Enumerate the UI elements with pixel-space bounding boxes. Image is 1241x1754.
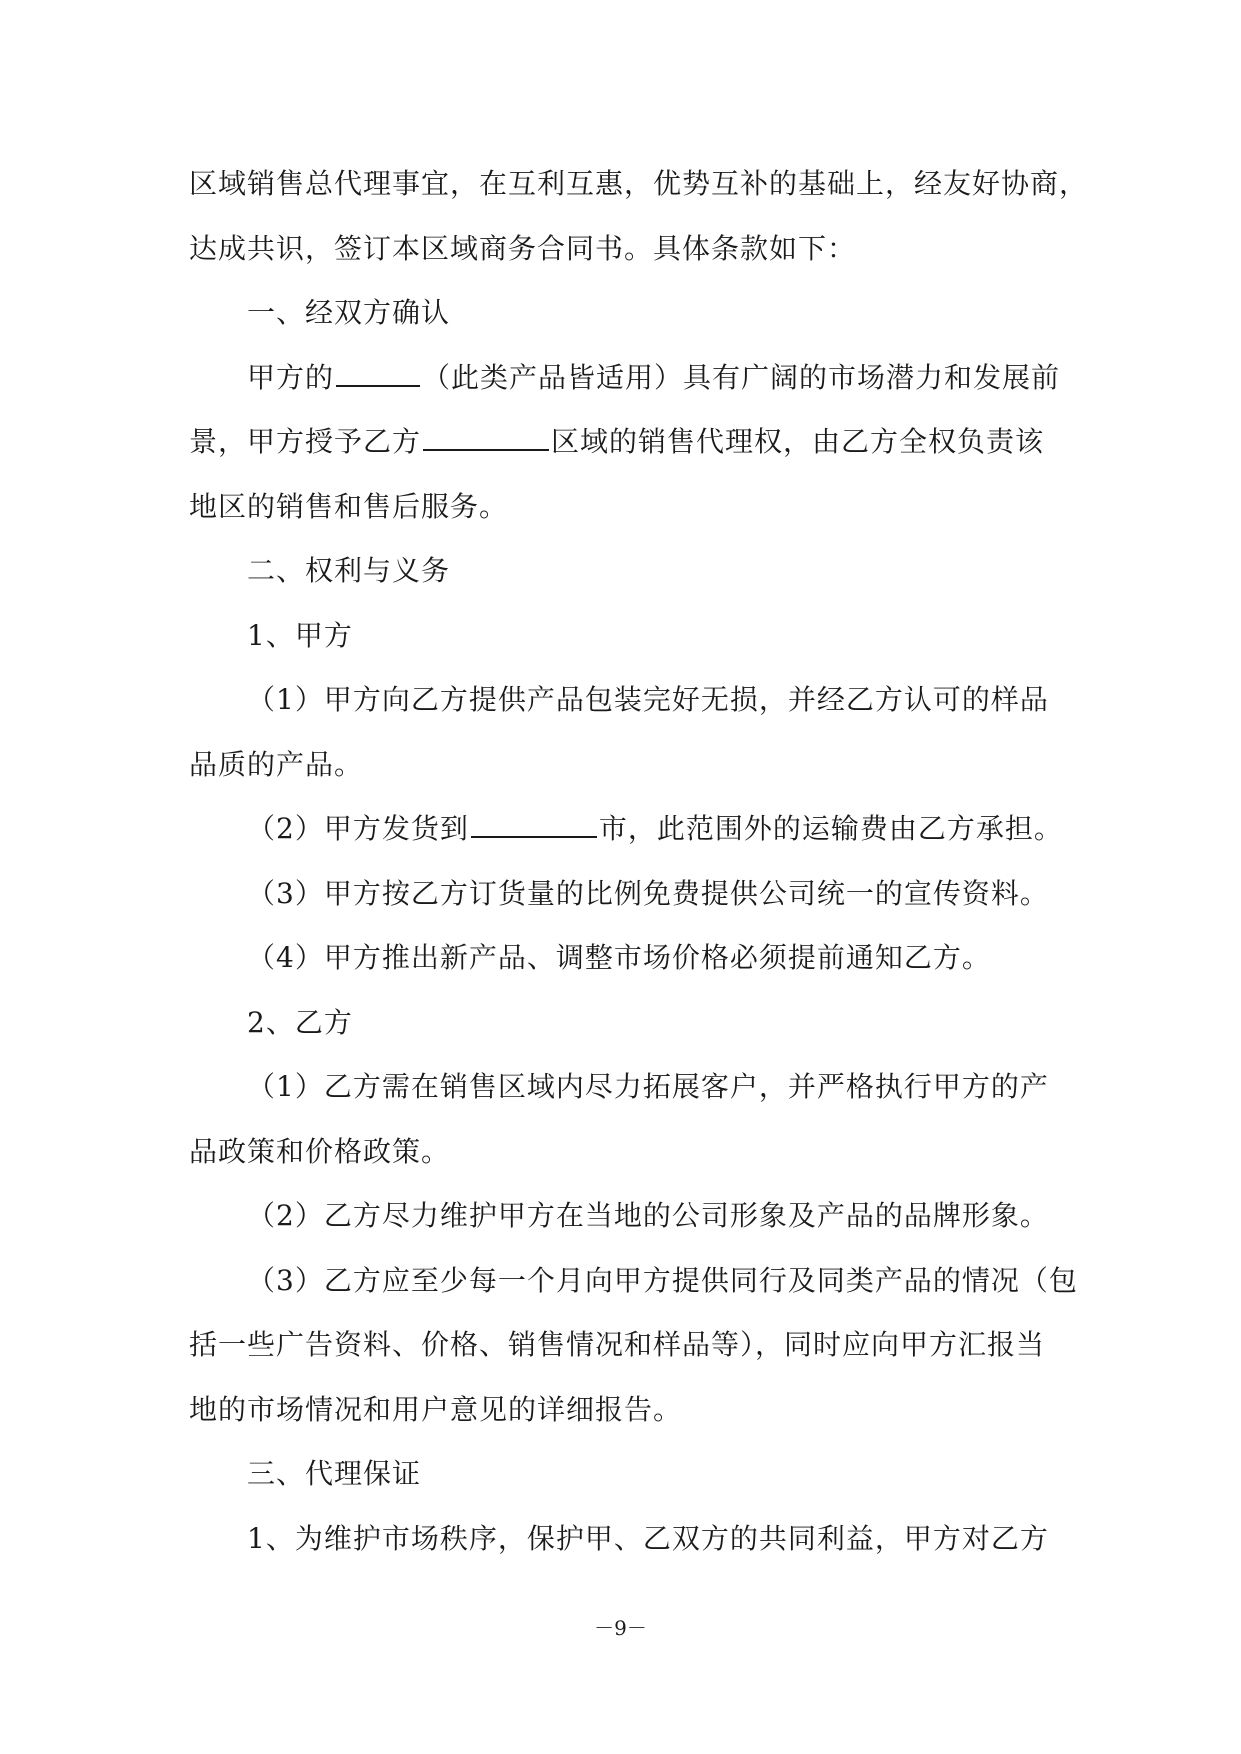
paragraph-line: [189, 862, 1069, 927]
line-text: 品政策和价格政策。: [189, 1134, 451, 1168]
line-text: 括一些广告资料、价格、销售情况和样品等），同时应向甲方汇报当: [189, 1328, 1046, 1361]
heading-text: 一、经双方确认: [247, 296, 451, 329]
line-text: （3）甲方按乙方订货量的比例免费提供公司统一的宣传资料。: [247, 876, 1049, 910]
section-heading: [189, 281, 1069, 346]
line-text: 地区的销售和售后服务。: [189, 489, 509, 523]
paragraph-line: [189, 1507, 1069, 1572]
paragraph-line: [189, 152, 1089, 217]
fill-in-blank: [423, 425, 549, 451]
line-text: 品质的产品。: [189, 747, 364, 781]
line-text: （1）乙方需在销售区域内尽力拓展客户，并严格执行甲方的产: [247, 1070, 1049, 1103]
line-text: 景，甲方授予乙方: [189, 425, 422, 458]
line-text: （4）甲方推出新产品、调整市场价格必须提前通知乙方。: [247, 941, 991, 974]
paragraph-line: [189, 217, 1069, 282]
paragraph-line: [189, 733, 1069, 798]
line-text: 甲方的: [247, 360, 335, 394]
heading-text: 1、甲方: [247, 618, 353, 652]
paragraph-line: [189, 1313, 1069, 1378]
line-text: 市，此范围外的运输费由乙方承担。: [598, 812, 1063, 845]
paragraph-line: [189, 1378, 1069, 1443]
heading-text: 二、权利与义务: [247, 554, 451, 587]
section-heading: [189, 1442, 1069, 1507]
heading-text: 三、代理保证: [247, 1457, 422, 1490]
contract-body: [189, 152, 1089, 1571]
paragraph-line: [189, 346, 1069, 411]
line-text: （2）乙方尽力维护甲方在当地的公司形象及产品的品牌形象。: [247, 1199, 1049, 1232]
line-text: （2）甲方发货到: [247, 812, 469, 845]
paragraph-line: [189, 475, 1069, 540]
fill-in-blank: [471, 812, 597, 838]
paragraph-line: [189, 797, 1069, 862]
line-text: 达成共识，签订本区域商务合同书。具体条款如下：: [189, 231, 857, 265]
paragraph-line: [189, 410, 1069, 475]
line-text: 区域销售总代理事宜，在互利互惠，优势互补的基础上，经友好协商，: [189, 167, 1089, 200]
paragraph-line: [189, 668, 1069, 733]
line-text: （1）甲方向乙方提供产品包装完好无损，并经乙方认可的样品: [247, 683, 1049, 716]
line-text: 1、为维护市场秩序，保护甲、乙双方的共同利益，甲方对乙方: [247, 1521, 1049, 1555]
heading-text: 2、乙方: [247, 1005, 353, 1039]
line-text: 区域的销售代理权，由乙方全权负责该: [551, 425, 1045, 458]
subsection-heading: [189, 604, 1069, 669]
paragraph-line: [189, 1249, 1078, 1314]
paragraph-line: [189, 1184, 1069, 1249]
line-text: （3）乙方应至少每一个月向甲方提供同行及同类产品的情况（包: [247, 1263, 1078, 1297]
paragraph-line: [189, 1055, 1069, 1120]
page-number: －9－: [594, 1616, 647, 1640]
subsection-heading: [189, 991, 1069, 1056]
line-text: （此类产品皆适用）具有广阔的市场潜力和发展前: [422, 360, 1061, 394]
paragraph-line: [189, 1120, 1069, 1185]
paragraph-line: [189, 926, 1069, 991]
fill-in-blank: [336, 361, 420, 387]
line-text: 地的市场情况和用户意见的详细报告。: [189, 1392, 683, 1426]
section-heading: [189, 539, 1069, 604]
